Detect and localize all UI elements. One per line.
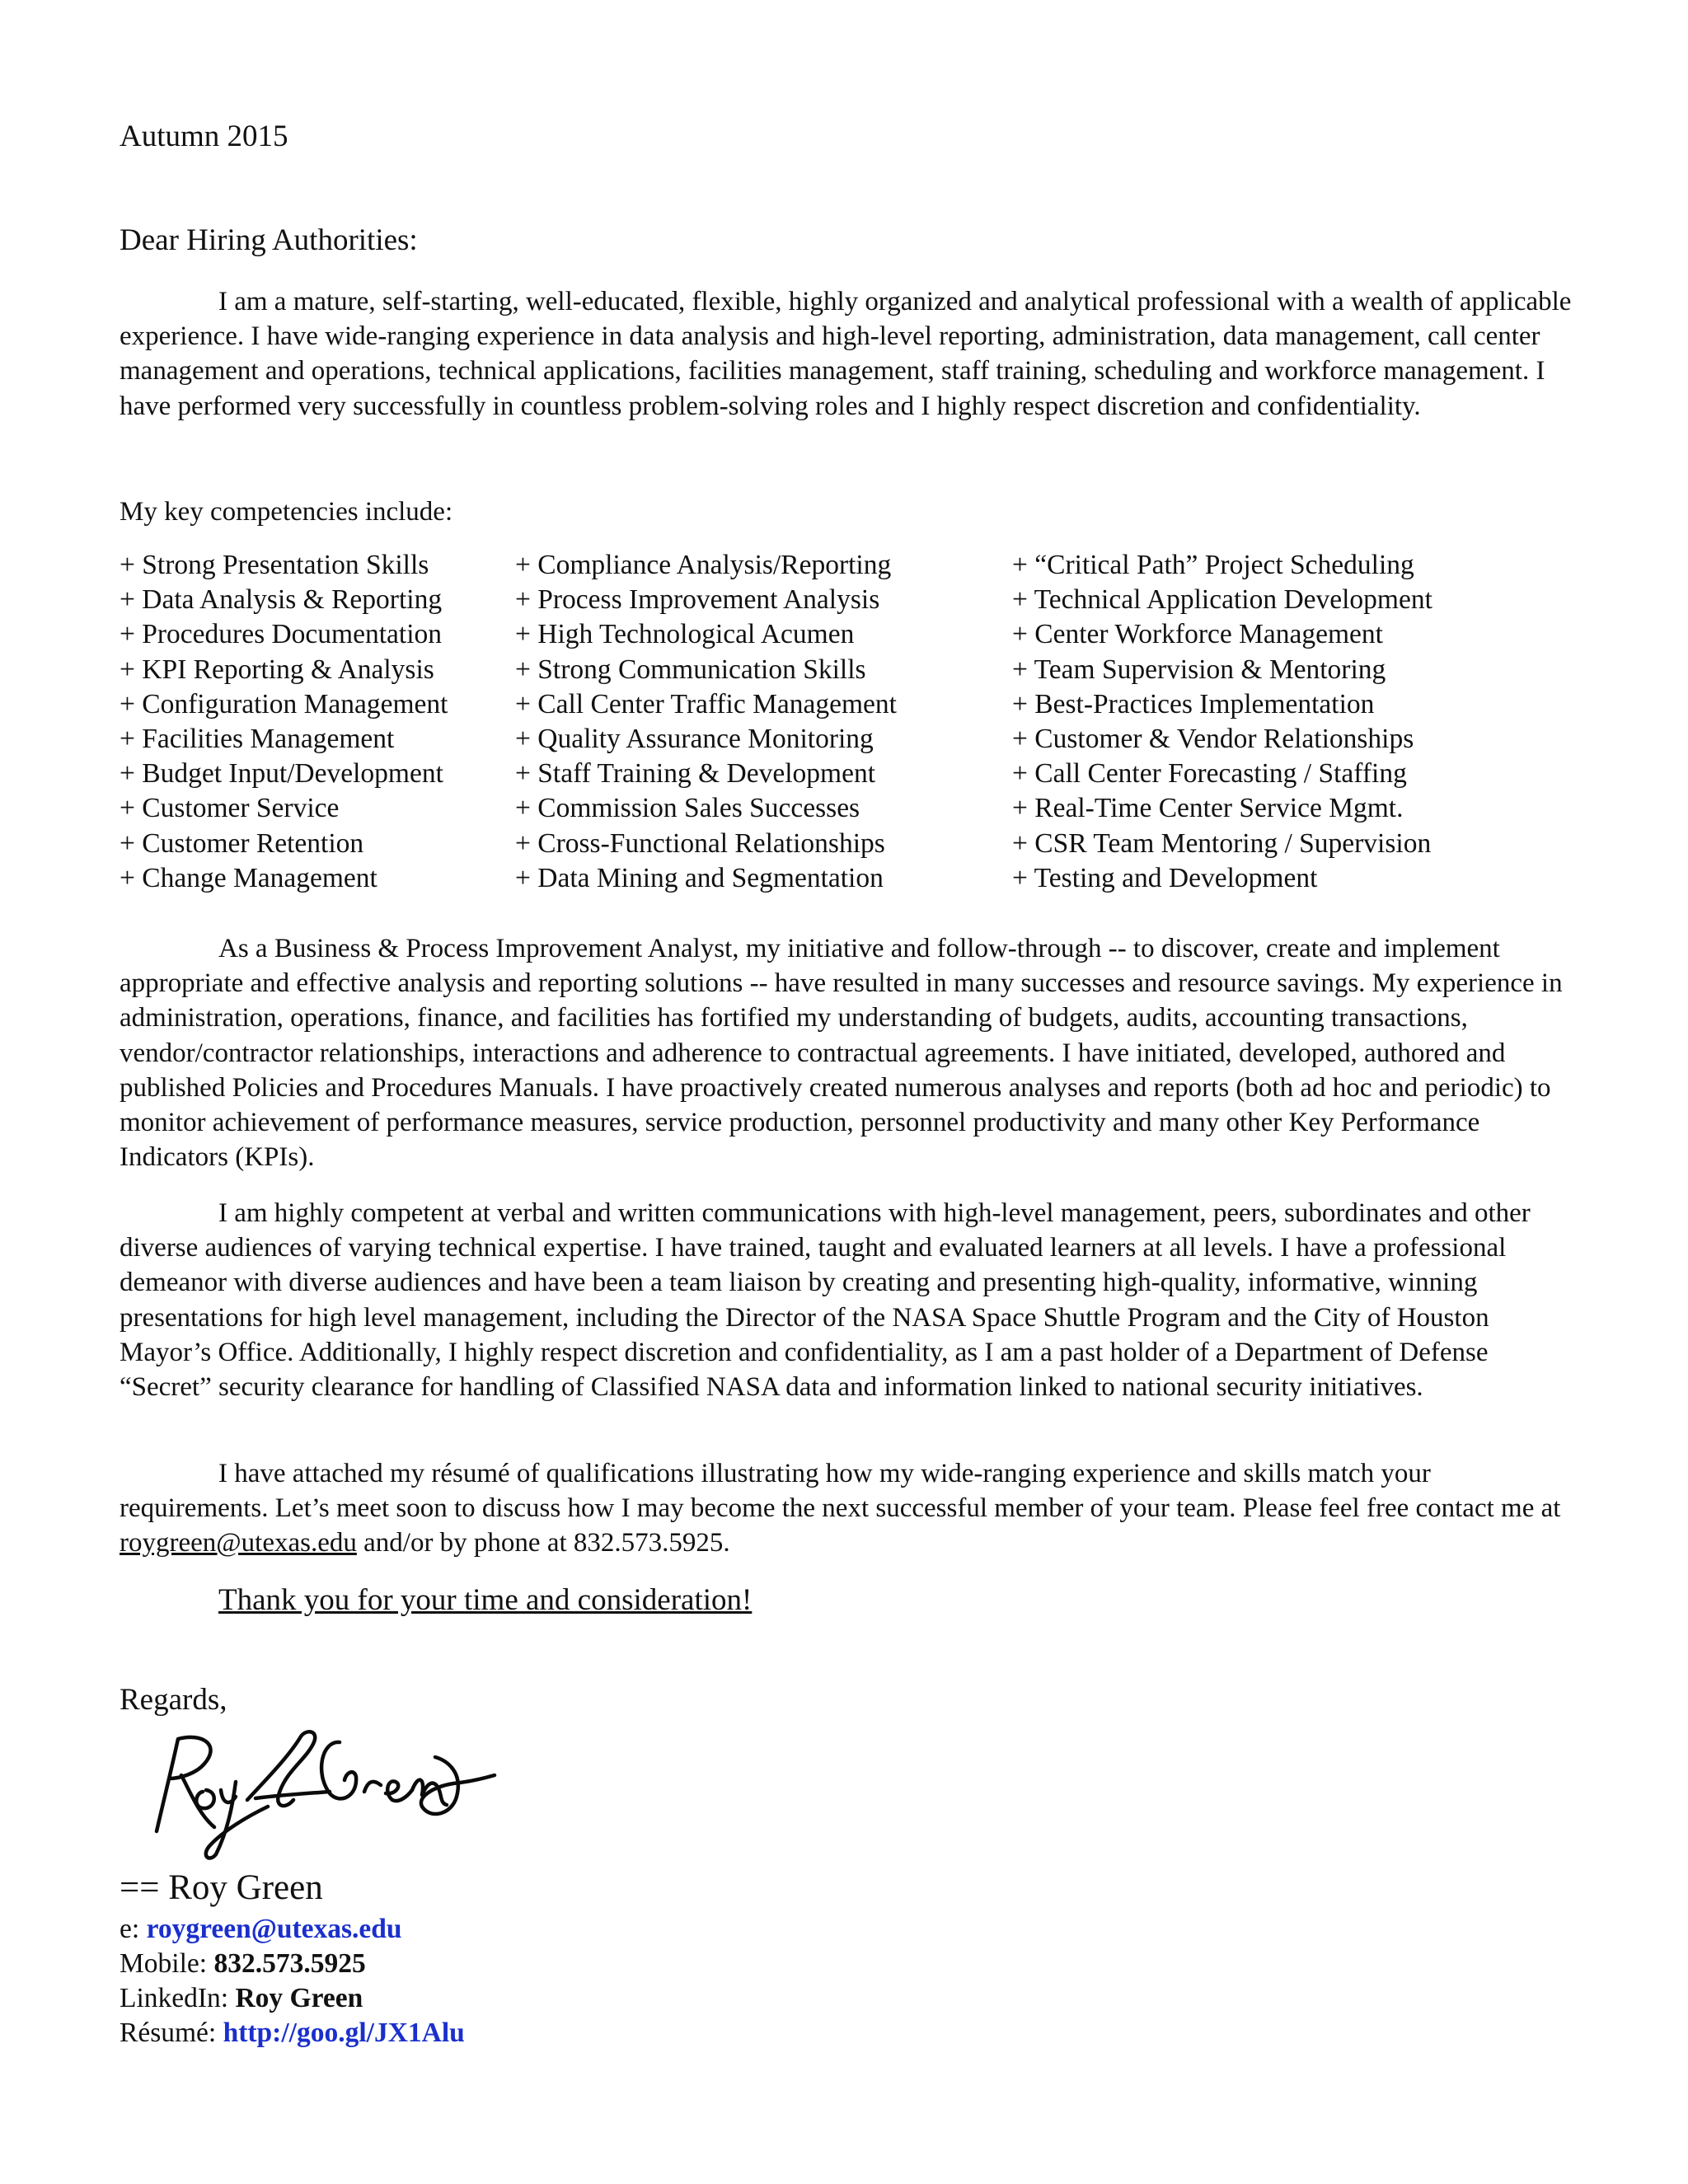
contact-email-row xyxy=(120,1912,402,1947)
closing-paragraph-phone-text: and/or by phone at 832.573.5925. xyxy=(356,1528,730,1558)
competency-item: + Quality Assurance Monitoring xyxy=(515,724,874,755)
competency-item: + Customer Retention xyxy=(120,827,364,859)
handwritten-signature xyxy=(124,1724,503,1864)
closing-regards: Regards, xyxy=(120,1683,227,1717)
body-email-link[interactable]: roygreen@utexas.edu xyxy=(120,1528,357,1558)
closing-paragraph-text: I have attached my résumé of qualifications illustrating how my wide-ranging experience and skills match your requirements. Let’s meet soon to discuss how I may become the next successful member of your team. Please feel free contact me at xyxy=(120,1459,1561,1524)
competency-item: + Team Supervision & Mentoring xyxy=(1012,654,1386,685)
competency-item: + Best-Practices Implementation xyxy=(1012,688,1375,719)
signature-stroke-g xyxy=(247,1732,330,1806)
communication-paragraph: I am highly competent at verbal and written communications with high-level management, peers, subordinates and other diverse audiences of varying technical expertise. I have trained, taught and evaluated learners at all levels. I have a professional demeanor with diverse audiences and have been a team liaison by creating and presenting high-quality, informative, winning presentations for high level management, including the Director of the NASA Space Shuttle Program and the City of Houston Mayor’s Office. Additionally, I highly respect discretion and confidentiality, as I am a past holder of a Department of Defense “Secret” security clearance for handling of Classified NASA data and information linked to national security initiatives. xyxy=(120,1198,1531,1403)
competency-item: + KPI Reporting & Analysis xyxy=(120,654,434,685)
competencies-column-1 xyxy=(120,548,448,896)
competency-item: + Change Management xyxy=(120,862,377,893)
competency-item: + Customer & Vendor Relationships xyxy=(1012,724,1414,755)
contact-resume-label: Résumé: xyxy=(120,2018,223,2048)
signer-name: == Roy Green xyxy=(120,1868,323,1907)
competencies-column-3 xyxy=(1012,548,1432,896)
competency-item: + Strong Presentation Skills xyxy=(120,550,429,580)
competency-item: + Customer Service xyxy=(120,793,340,824)
competency-item: + Commission Sales Successes xyxy=(515,793,860,824)
competency-item: + “Critical Path” Project Scheduling xyxy=(1012,550,1414,580)
competency-item: + Process Improvement Analysis xyxy=(515,584,880,616)
competency-item: + Real-Time Center Service Mgmt. xyxy=(1012,793,1404,824)
competency-item: + Call Center Traffic Management xyxy=(515,688,897,719)
contact-mobile-label: Mobile: xyxy=(120,1948,214,1979)
signature-stroke-gre xyxy=(321,1742,412,1801)
competency-item: + Compliance Analysis/Reporting xyxy=(515,550,892,580)
contact-linkedin-label: LinkedIn: xyxy=(120,1983,236,2013)
analyst-paragraph: As a Business & Process Improvement Analyst, my initiative and follow-through -- to discover, create and implement appropriate and effective analysis and reporting solutions -- have resulted in many successes and resource savings. My experience in administration, operations, finance, and facilities has fortified my understanding of budgets, audits, accounting transactions, vendor/contractor relationships, interactions and adherence to contractual agreements. I have initiated, developed, authored and published Policies and Procedures Manuals. I have proactively created numerous analyses and reports (both ad hoc and periodic) to monitor achievement of performance measures, service production, personnel productivity and many other Key Performance Indicators (KPIs). xyxy=(120,934,1563,1173)
competency-item: + Data Mining and Segmentation xyxy=(515,862,884,893)
competency-item: + Cross-Functional Relationships xyxy=(515,827,885,859)
signature-stroke-flourish xyxy=(412,1757,495,1814)
competency-item: + Staff Training & Development xyxy=(515,758,876,790)
intro-paragraph: I am a mature, self-starting, well-educated, flexible, highly organized and analytical professional with a wealth of applicable experience. I have wide-ranging experience in data analysis and high-level reporting, administration, data management, call center management and operations, technical applications, facilities management, staff training, scheduling and workforce management. I have performed very successfully in countless problem-solving roles and I highly respect discretion and confidentiality. xyxy=(120,287,1572,421)
contact-email-label: e: xyxy=(120,1914,147,1944)
contact-linkedin-row xyxy=(120,1981,363,2016)
competency-item: + High Technological Acumen xyxy=(515,619,855,650)
letter-date: Autumn 2015 xyxy=(120,120,288,153)
contact-mobile-row xyxy=(120,1947,366,1981)
competencies-intro: My key competencies include: xyxy=(120,497,453,527)
thank-you-line: Thank you for your time and consideration! xyxy=(218,1583,753,1617)
competency-item: + CSR Team Mentoring / Supervision xyxy=(1012,827,1432,859)
contact-resume-row xyxy=(120,2016,465,2050)
contact-mobile-value: 832.573.5925 xyxy=(213,1948,366,1979)
signature-stroke-r xyxy=(157,1737,214,1831)
competency-item: + Call Center Forecasting / Staffing xyxy=(1012,758,1407,790)
competency-item: + Configuration Management xyxy=(120,688,448,719)
competency-item: + Technical Application Development xyxy=(1012,584,1432,616)
competency-item: + Testing and Development xyxy=(1012,862,1318,893)
competency-item: + Data Analysis & Reporting xyxy=(120,584,443,616)
competency-item: + Strong Communication Skills xyxy=(515,654,866,685)
closing-paragraph xyxy=(120,1456,1578,1561)
competency-item: + Facilities Management xyxy=(120,724,395,755)
competency-item: + Center Workforce Management xyxy=(1012,619,1383,650)
salutation: Dear Hiring Authorities: xyxy=(120,223,418,257)
contact-linkedin-value: Roy Green xyxy=(235,1983,363,2013)
contact-resume-link[interactable]: http://goo.gl/JX1Alu xyxy=(223,2018,465,2048)
contact-email-link[interactable]: roygreen@utexas.edu xyxy=(146,1914,402,1944)
competency-item: + Budget Input/Development xyxy=(120,758,443,790)
competencies-column-2 xyxy=(515,548,897,896)
competency-item: + Procedures Documentation xyxy=(120,619,443,650)
